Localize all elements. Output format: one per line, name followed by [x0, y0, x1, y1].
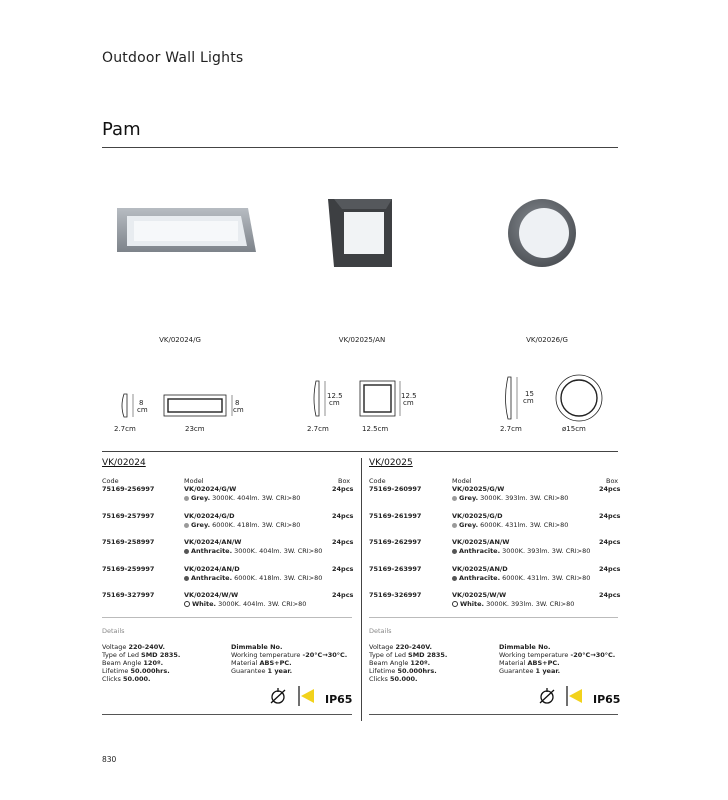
color-swatch [184, 549, 189, 554]
row-code: 75169-262997 [369, 538, 422, 546]
ip-rating: IP65 [325, 693, 353, 706]
row-code: 75169-258997 [102, 538, 155, 546]
row-specs [184, 521, 300, 529]
product-label: VK/02026/G [526, 336, 568, 344]
row-specs [452, 547, 590, 555]
table-title: VK/02025 [369, 458, 413, 468]
row-specs [452, 521, 568, 529]
detail-line: Type of Led SMD 2835. [102, 651, 181, 659]
divider [102, 147, 618, 148]
row-color: Anthracite. [459, 547, 501, 555]
row-box: 24pcs [332, 591, 354, 599]
row-spec-values: 3000K. 404lm. 3W. CRI>80 [234, 547, 323, 555]
row-color: Grey. [191, 521, 211, 529]
column-header-box: Box [338, 477, 351, 485]
row-spec-values: 6000K. 418lm. 3W. CRI>80 [234, 574, 323, 582]
row-spec-values: 3000K. 393lm. 3W. CRI>80 [480, 494, 569, 502]
row-code: 75169-257997 [102, 512, 155, 520]
row-specs [184, 494, 300, 502]
row-model: VK/02024/AN/D [184, 565, 240, 573]
row-specs [184, 600, 306, 608]
divider [102, 714, 352, 715]
color-swatch [452, 601, 458, 607]
row-box: 24pcs [599, 485, 621, 493]
row-specs [452, 600, 574, 608]
color-swatch [452, 496, 457, 501]
details-label: Details [369, 627, 392, 635]
row-box: 24pcs [599, 591, 621, 599]
detail-line: Working temperature -20°C→30°C. [231, 651, 348, 659]
detail-line: Beam Angle 120º. [102, 659, 164, 667]
row-spec-values: 3000K. 393lm. 3W. CRI>80 [486, 600, 575, 608]
family-title: Pam [102, 119, 141, 140]
dimension-height: 12.5 [327, 392, 343, 400]
divider [102, 451, 618, 452]
details-label: Details [102, 627, 125, 635]
detail-line: Guarantee 1 year. [231, 667, 293, 675]
color-swatch [184, 576, 189, 581]
dimension-width: ø15cm [562, 425, 586, 433]
row-color: White. [460, 600, 485, 608]
color-swatch [184, 601, 190, 607]
page-number: 830 [102, 755, 117, 764]
row-model: VK/02024/G/D [184, 512, 235, 520]
dimension-unit: cm [233, 406, 244, 414]
product-label: VK/02025/AN [338, 336, 386, 344]
row-color: Grey. [459, 521, 479, 529]
dimension-unit: cm [137, 406, 148, 414]
beam-angle-icon [296, 685, 316, 707]
row-spec-values: 3000K. 404lm. 3W. CRI>80 [212, 494, 301, 502]
divider [369, 714, 618, 715]
row-box: 24pcs [599, 565, 621, 573]
product-label: VK/02024/G [159, 336, 201, 344]
detail-line: Beam Angle 120º. [369, 659, 431, 667]
divider [369, 617, 618, 618]
row-code: 75169-260997 [369, 485, 422, 493]
row-code: 75169-261997 [369, 512, 422, 520]
dimension-width: 23cm [185, 425, 205, 433]
column-divider [361, 458, 362, 721]
row-color: Anthracite. [459, 574, 501, 582]
column-header-code: Code [369, 477, 386, 485]
row-spec-values: 6000K. 431lm. 3W. CRI>80 [480, 521, 569, 529]
color-swatch [452, 549, 457, 554]
row-code: 75169-263997 [369, 565, 422, 573]
column-header-code: Code [102, 477, 119, 485]
dimension-height: 12.5 [401, 392, 417, 400]
row-model: VK/02024/G/W [184, 485, 237, 493]
row-box: 24pcs [332, 512, 354, 520]
color-swatch [184, 496, 189, 501]
row-model: VK/02024/W/W [184, 591, 239, 599]
detail-line: Dimmable No. [231, 643, 283, 651]
row-model: VK/02024/AN/W [184, 538, 242, 546]
detail-line: Guarantee 1 year. [499, 667, 561, 675]
dimension-height: 8 [139, 399, 144, 407]
detail-line: Working temperature -20°C→30°C. [499, 651, 616, 659]
row-spec-values: 3000K. 393lm. 3W. CRI>80 [502, 547, 591, 555]
row-color: Anthracite. [191, 574, 233, 582]
row-model: VK/02025/W/W [452, 591, 507, 599]
color-swatch [452, 576, 457, 581]
row-box: 24pcs [332, 538, 354, 546]
ip-rating: IP65 [593, 693, 621, 706]
row-code: 75169-256997 [102, 485, 155, 493]
row-code: 75169-327997 [102, 591, 155, 599]
row-code: 75169-326997 [369, 591, 422, 599]
no-dimmer-icon [268, 686, 288, 706]
dimension-depth: 2.7cm [114, 425, 136, 433]
detail-line: Type of Led SMD 2835. [369, 651, 448, 659]
color-swatch [452, 523, 457, 528]
dimension-depth: 2.7cm [500, 425, 522, 433]
row-color: White. [192, 600, 217, 608]
detail-line: Clicks 50.000. [369, 675, 418, 683]
color-swatch [184, 523, 189, 528]
column-header-model: Model [452, 477, 472, 485]
dimension-unit: cm [523, 397, 534, 405]
dimension-height: 15 [525, 390, 534, 398]
row-model: VK/02025/AN/W [452, 538, 510, 546]
beam-angle-icon [564, 685, 584, 707]
row-specs [184, 574, 322, 582]
dimension-depth: 2.7cm [307, 425, 329, 433]
detail-line: Lifetime 50.000hrs. [369, 667, 437, 675]
column-header-model: Model [184, 477, 204, 485]
row-specs [184, 547, 322, 555]
detail-line: Voltage 220-240V. [369, 643, 432, 651]
row-box: 24pcs [332, 485, 354, 493]
detail-line: Voltage 220-240V. [102, 643, 165, 651]
row-box: 24pcs [599, 538, 621, 546]
row-box: 24pcs [599, 512, 621, 520]
detail-line: Clicks 50.000. [102, 675, 151, 683]
detail-line: Material ABS+PC. [499, 659, 560, 667]
table-title: VK/02024 [102, 458, 146, 468]
dimension-drawing-vk02026 [500, 374, 610, 424]
dimension-width: 12.5cm [362, 425, 389, 433]
no-dimmer-icon [537, 686, 557, 706]
row-specs [452, 494, 568, 502]
product-photo-vk02024 [110, 200, 260, 260]
dimension-height: 8 [235, 399, 240, 407]
dimension-unit: cm [403, 399, 414, 407]
row-box: 24pcs [332, 565, 354, 573]
row-color: Grey. [191, 494, 211, 502]
divider [102, 617, 352, 618]
section-title: Outdoor Wall Lights [102, 50, 244, 66]
row-color: Grey. [459, 494, 479, 502]
detail-line: Lifetime 50.000hrs. [102, 667, 170, 675]
row-spec-values: 3000K. 404lm. 3W. CRI>80 [218, 600, 307, 608]
row-model: VK/02025/AN/D [452, 565, 508, 573]
column-header-box: Box [606, 477, 619, 485]
row-model: VK/02025/G/W [452, 485, 505, 493]
detail-line: Dimmable No. [499, 643, 551, 651]
row-spec-values: 6000K. 418lm. 3W. CRI>80 [212, 521, 301, 529]
detail-line: Material ABS+PC. [231, 659, 292, 667]
product-photo-vk02025 [322, 195, 402, 275]
row-color: Anthracite. [191, 547, 233, 555]
row-specs [452, 574, 590, 582]
row-code: 75169-259997 [102, 565, 155, 573]
row-spec-values: 6000K. 431lm. 3W. CRI>80 [502, 574, 591, 582]
product-photo-vk02026 [502, 193, 582, 273]
row-model: VK/02025/G/D [452, 512, 503, 520]
dimension-unit: cm [329, 399, 340, 407]
